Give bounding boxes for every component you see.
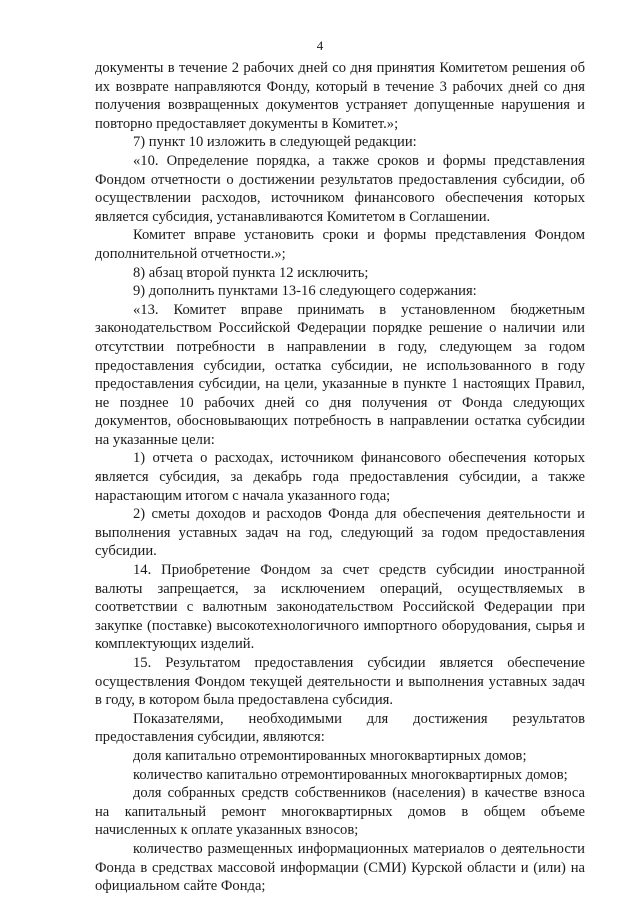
- document-body: [95, 59, 585, 896]
- paragraph-clause-10-extra: Комитет вправе установить сроки и формы представления Фондом дополнительной отчетности.»;: [95, 227, 585, 262]
- paragraph-item-9: 9) дополнить пунктами 13-16 следующего содержания:: [133, 283, 477, 300]
- paragraph-indicators-intro: Показателями, необходимыми для достижения результатов предоставления субсидии, являются:: [95, 710, 585, 746]
- paragraph-clause-13: «13. Комитет вправе принимать в установленном бюджетным законодательством Российской Федерации порядке решение о наличии или отсутствии потребности в направлении в году, следующем за годом предоставления субсидии, остатка субсидии, не использованного в году предоставления субсидии, на цели, указанные в пункте 1 настоящих Правил, не позднее 10 рабочих дней со дня получения от Фонда следующих документов, обосновывающих потребность в направлении остатка субсидии на указанные цели:: [95, 301, 585, 448]
- paragraph-indicator-2: количество капитально отремонтированных многоквартирных домов;: [133, 766, 568, 783]
- paragraph-item-7: 7) пункт 10 изложить в следующей редакции:: [133, 134, 417, 151]
- paragraph-indicator-3: доля собранных средств собственников (населения) в качестве взноса на капитальный ремонт многоквартирных домов в общем объеме начисленных к оплате указанных взносов;: [95, 785, 585, 839]
- paragraph-indicator-1: доля капитально отремонтированных многоквартирных домов;: [133, 747, 527, 764]
- paragraph-indicator-4: количество размещенных информационных материалов о деятельности Фонда в средствах массовой информации (СМИ) Курской области и (или) на официальном сайте Фонда;: [95, 840, 585, 895]
- paragraph-clause-10: «10. Определение порядка, а также сроков и формы представления Фондом отчетности о достижении результатов предоставления субсидии, об осуществлении расходов, источником финансового обеспечения которых является субсидия, устанавливаются Комитетом в Соглашении.: [95, 152, 585, 225]
- paragraph-subitem-1: 1) отчета о расходах, источником финансового обеспечения которых является субсидия, за декабрь года предоставления субсидии, а также нарастающим итогом с начала указанного года;: [95, 450, 585, 504]
- page-number: 4: [316, 38, 324, 53]
- paragraph-continuation: документы в течение 2 рабочих дней со дня принятия Комитетом решения об их возврате направляются Фонду, который в течение 3 рабочих дней со дня получения возвращенных документов устраняет допущенные нарушения и повторно предоставляет документы в Комитет.»;: [95, 60, 585, 132]
- paragraph-item-8: 8) абзац второй пункта 12 исключить;: [133, 264, 369, 281]
- paragraph-clause-15: 15. Результатом предоставления субсидии является обеспечение осуществления Фондом текущей деятельности и выполнения уставных задач в году, в котором была предоставлена субсидия.: [95, 655, 585, 709]
- paragraph-subitem-2: 2) сметы доходов и расходов Фонда для обеспечения деятельности и выполнения уставных задач на год, следующий за годом предоставления субсидии.: [95, 506, 585, 560]
- paragraph-clause-14: 14. Приобретение Фондом за счет средств субсидии иностранной валюты запрещается, за исключением операций, осуществляемых в соответствии с валютным законодательством Российской Федерации при закупке (поставке) высокотехнологичного импортного оборудования, сырья и комплектующих изделий.: [95, 562, 585, 653]
